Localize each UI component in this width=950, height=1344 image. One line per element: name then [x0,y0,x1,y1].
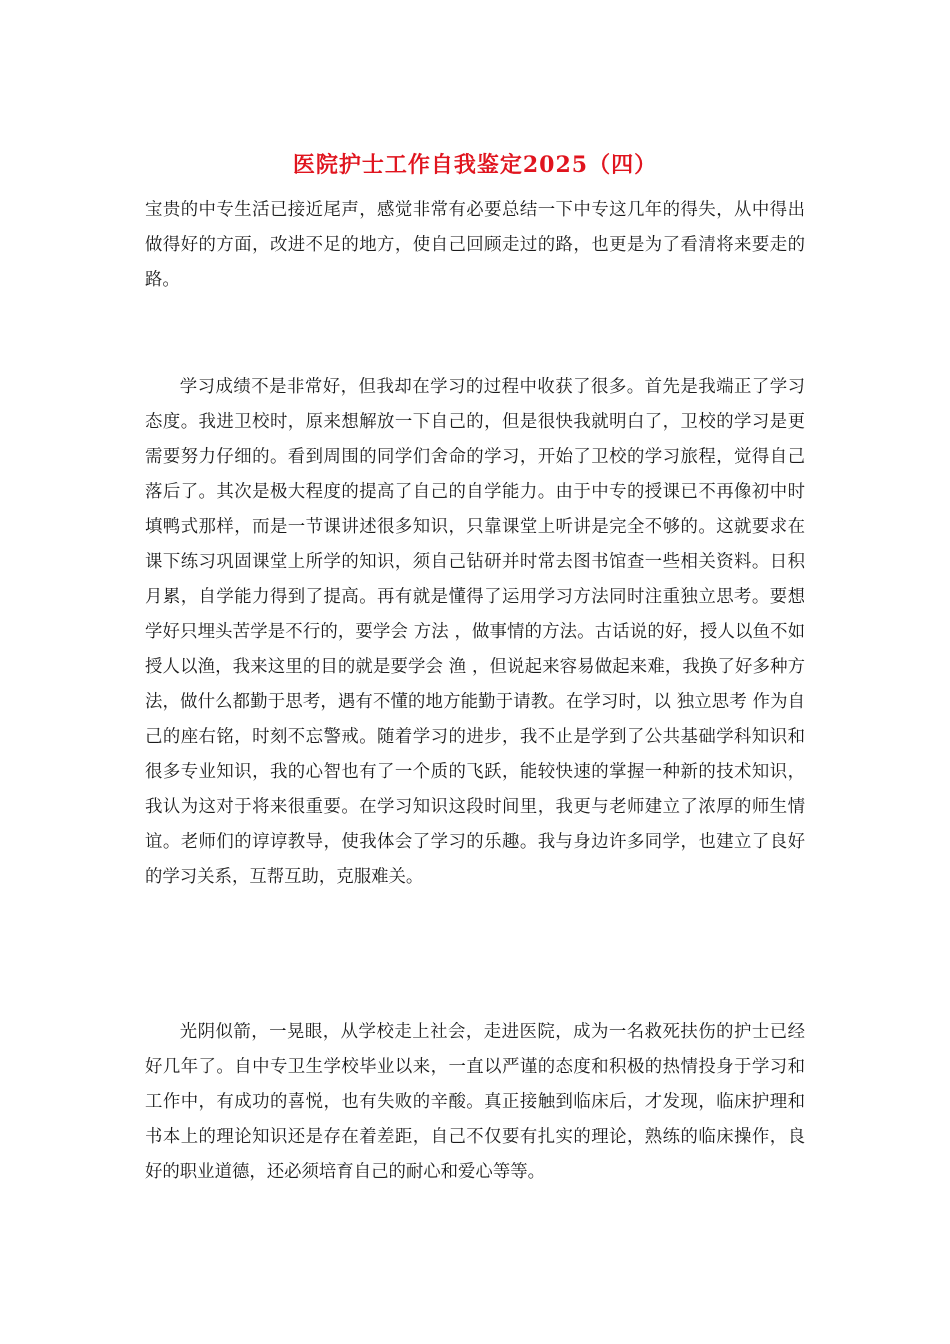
paragraph-work: 光阴似箭，一晃眼，从学校走上社会，走进医院，成为一名救死扶伤的护士已经好几年了。自中专卫生学校毕业以来，一直以严谨的态度和积极的热情投身于学习和工作中，有成功的喜悦，也有失败的辛酸。真正接触到临床后，才发现，临床护理和书本上的理论知识还是存在着差距，自己不仅要有扎实的理论，熟练的临床操作，良好的职业道德，还必须培育自己的耐心和爱心等等。 [145,1022,805,1182]
paragraph-study: 学习成绩不是非常好，但我却在学习的过程中收获了很多。首先是我端正了学习态度。我进卫校时，原来想解放一下自己的，但是很快我就明白了，卫校的学习是更需要努力仔细的。看到周围的同学们舍命的学习，开始了卫校的学习旅程，觉得自己落后了。其次是极大程度的提高了自己的自学能力。由于中专的授课已不再像初中时填鸭式那样，而是一节课讲述很多知识，只靠课堂上听讲是完全不够的。这就要求在课下练习巩固课堂上所学的知识，须自己钻研并时常去图书馆查一些相关资料。日积月累，自学能力得到了提高。再有就是懂得了运用学习方法同时注重独立思考。要想学好只埋头苦学是不行的，要学会 方法 ，做事情的方法。古话说的好，授人以鱼不如授人以渔，我来这里的目的就是要学会 渔 ，但说起来容易做起来难，我换了好多种方法，做什么都勤于思考，遇有不懂的地方能勤于请教。在学习时，以 独立思考 作为自己的座右铭，时刻不忘警戒。随着学习的进步，我不止是学到了公共基础学科知识和很多专业知识，我的心智也有了一个质的飞跃，能较快速的掌握一种新的技术知识，我认为这对于将来很重要。在学习知识这段时间里，我更与老师建立了浓厚的师生情谊。老师们的谆谆教导，使我体会了学习的乐趣。我与身边许多同学，也建立了良好的学习关系，互帮互助，克服难关。 [145,377,805,887]
paragraph-intro: 宝贵的中专生活已接近尾声，感觉非常有必要总结一下中专这几年的得失，从中得出做得好的方面，改进不足的地方，使自己回顾走过的路，也更是为了看清将来要走的路。 [145,200,805,290]
document-title: 医院护士工作自我鉴定2025（四） [292,152,658,178]
